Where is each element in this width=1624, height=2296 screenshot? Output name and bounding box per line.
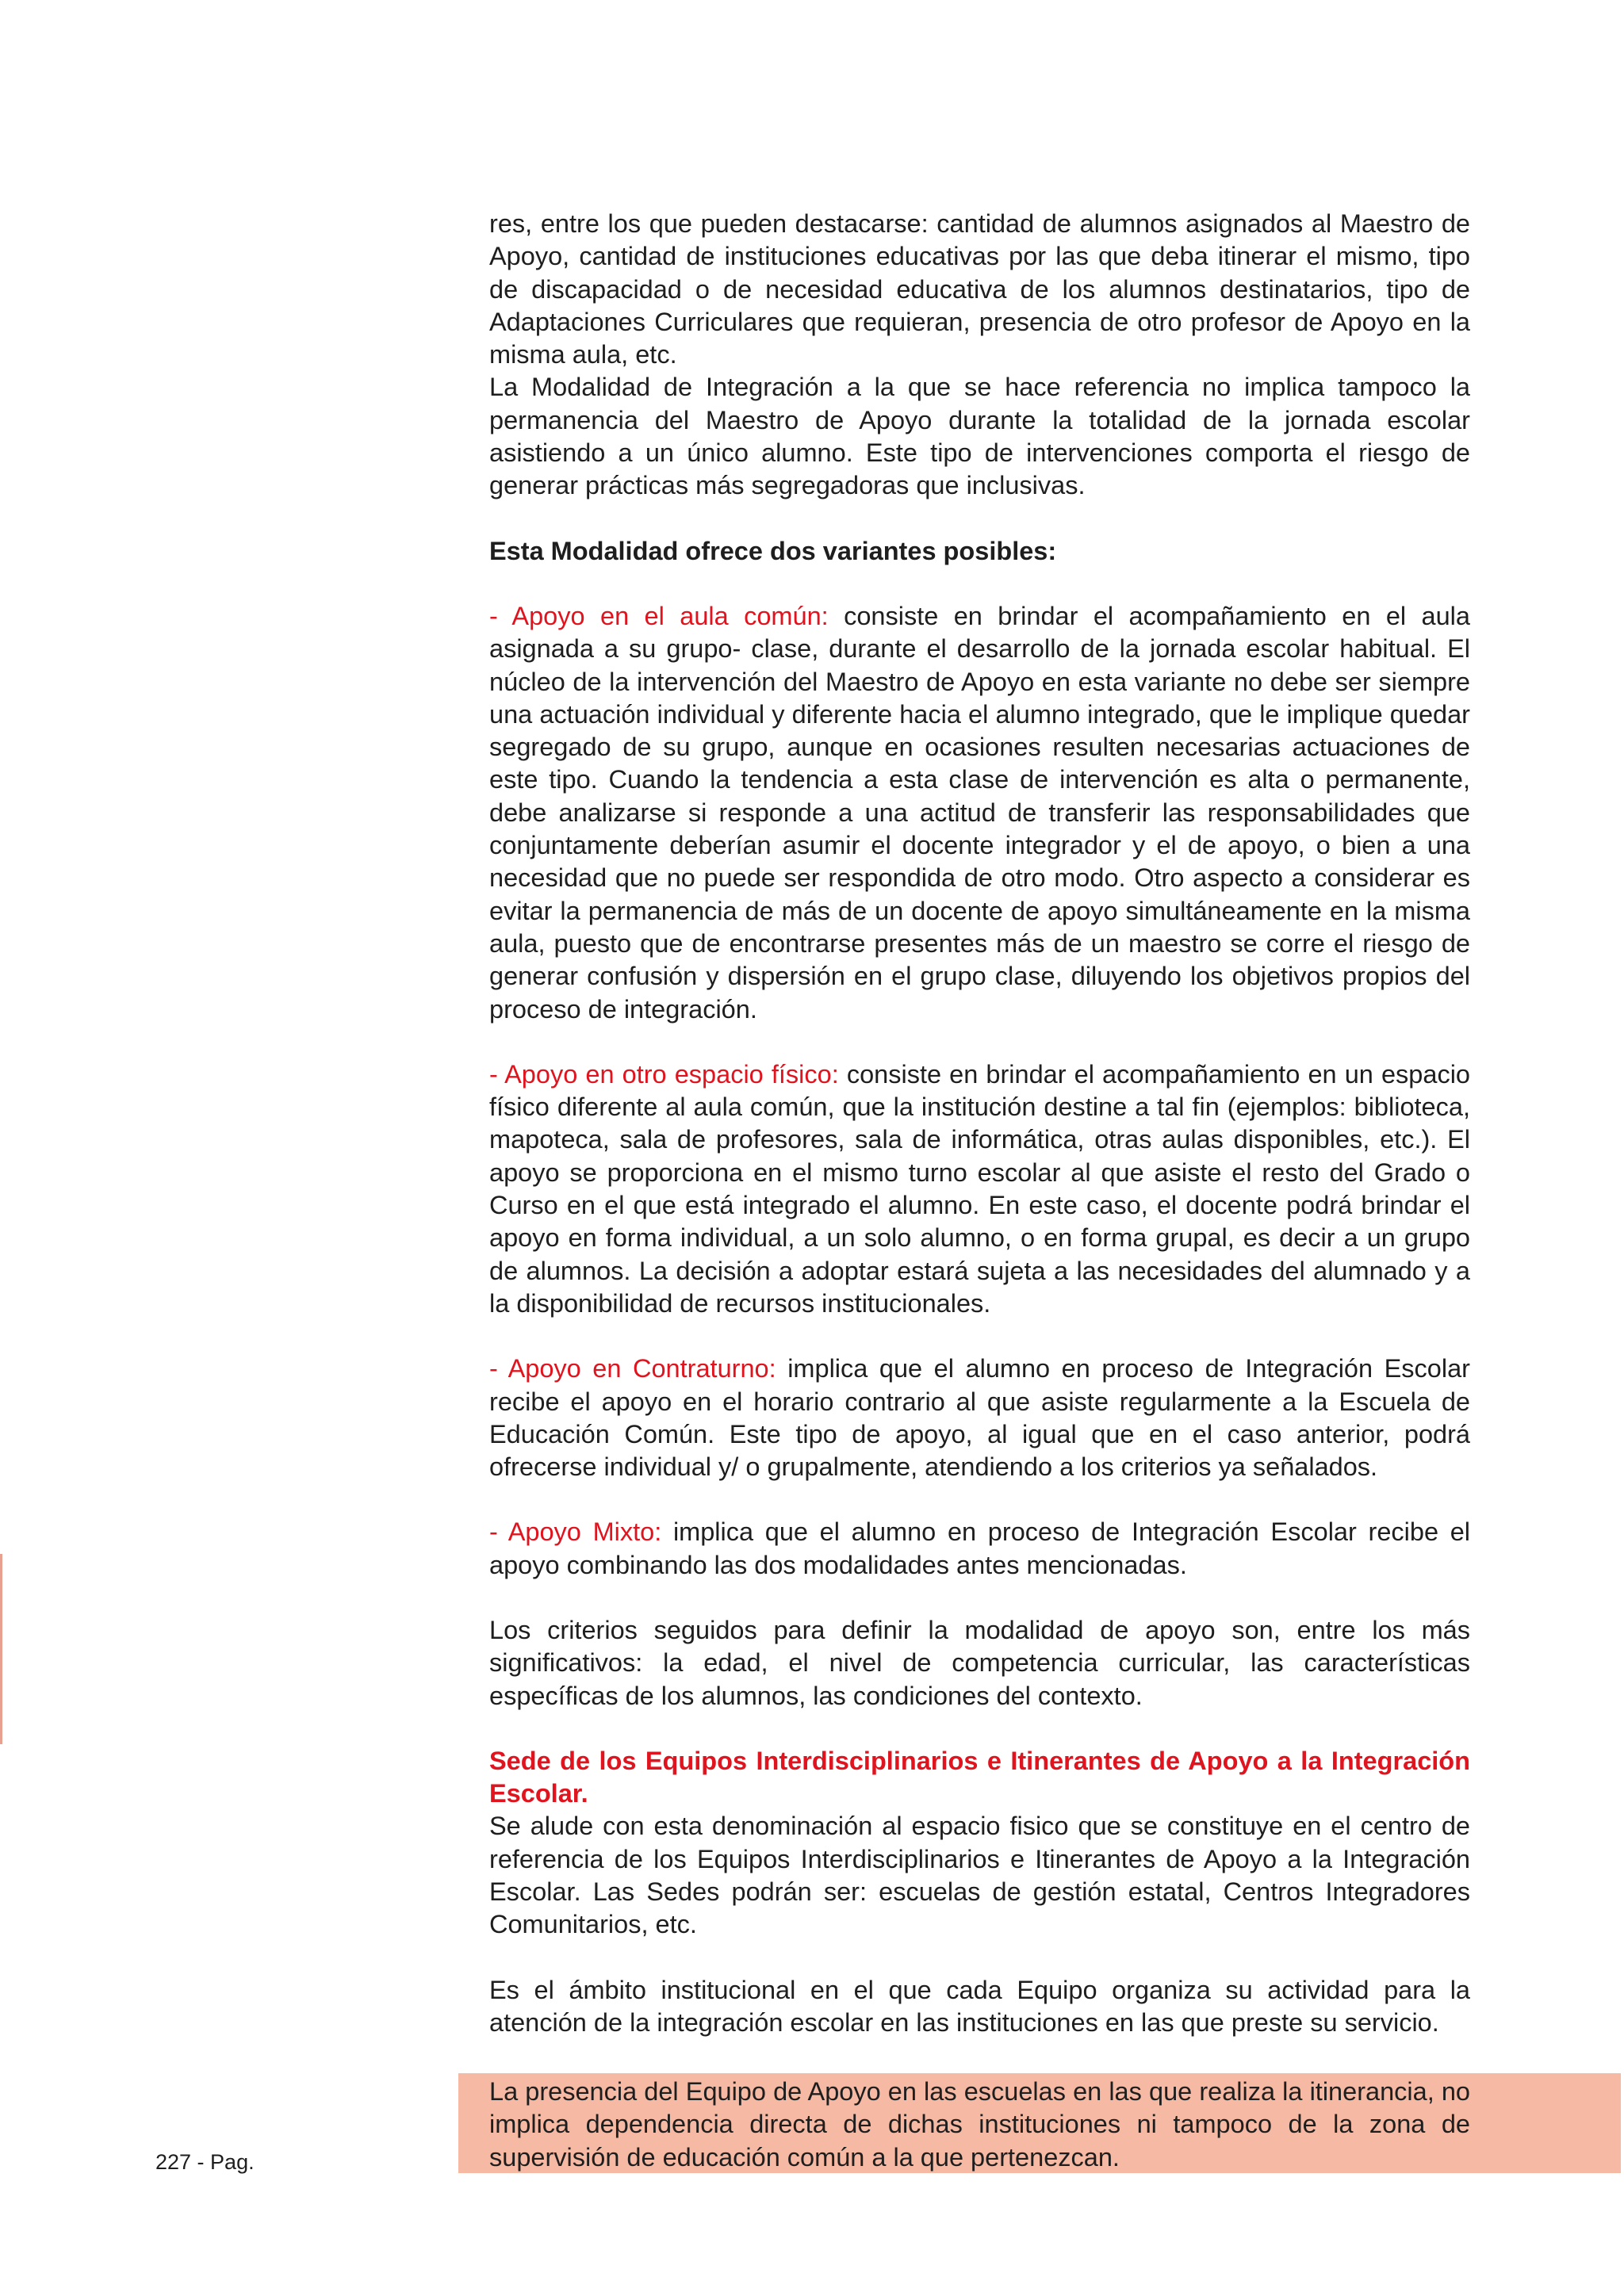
- heading-sede-equipos: Sede de los Equipos Interdisciplinarios e Itinerantes de Apoyo a la Integración Escolar.: [489, 1746, 1470, 1808]
- paragraph-sede-equipos: Se alude con esta denominación al espacio fisico que se constituye en el centro de referencia de los Equipos Interdisciplinarios e Itinerantes de Apoyo a la Integración Escolar. Las Sedes podrán ser: escuelas de gestión estatal, Centros Integradores Comunitarios, etc.: [489, 1812, 1470, 1939]
- paragraph-apoyo-otro-espacio: [489, 1058, 1470, 1320]
- label-apoyo-mixto: - Apoyo Mixto:: [489, 1517, 662, 1547]
- paragraph-criterios: Los criterios seguidos para definir la modalidad de apoyo son, entre los más significativos: la edad, el nivel de competencia curricular, las características específicas de los alumnos, las condiciones del contexto.: [489, 1615, 1470, 1710]
- text-apoyo-mixto: implica que el alumno en proceso de Integración Escolar recibe el apoyo combinando las dos modalidades antes mencionadas.: [489, 1517, 1471, 1579]
- label-apoyo-otro-espacio: - Apoyo en otro espacio físico:: [489, 1059, 839, 1089]
- text-apoyo-otro-espacio: consiste en brindar el acompañamiento en un espacio físico diferente al aula común, que la institución destine a tal fin (ejemplos: biblioteca, mapoteca, sala de profesores, sala de informática, otras aulas disponibles, etc.). El apoyo se proporciona en el mismo turno escolar al que asiste el resto del Grado o Curso en el que está integrado el alumno. En este caso, el docente podrá brindar el apoyo en forma individual, a un solo alumno, o en forma grupal, es decir a un grupo de alumnos. La decisión a adoptar estará sujeta a las necesidades del alumnado y a la disponibilidad de recursos institucionales.: [489, 1059, 1470, 1318]
- text-apoyo-contraturno: implica que el alumno en proceso de Integración Escolar recibe el apoyo en el horario contrario al que asiste regularmente a la Escuela de Educación Común. Este tipo de apoyo, al igual que en el caso anterior, podrá ofrecerse individual y/ o grupalmente, atendiendo a los criterios ya señalados.: [489, 1354, 1470, 1482]
- paragraph-modalidad-integracion: La Modalidad de Integración a la que se hace referencia no implica tampoco la permanencia del Maestro de Apoyo durante la totalidad de la jornada escolar asistiendo a un único alumno. Este tipo de intervenciones comporta el riesgo de generar prácticas más segregadoras que inclusivas.: [489, 373, 1470, 500]
- heading-variantes: Esta Modalidad ofrece dos variantes posibles:: [489, 536, 1057, 565]
- paragraph-criteria-list: res, entre los que pueden destacarse: cantidad de alumnos asignados al Maestro de Apoyo, cantidad de instituciones educativas por las que deba itinerar el mismo, tipo de discapacidad o de necesidad educativa de los alumnos destinatarios, tipo de Adaptaciones Curriculares que requieran, presencia de otro profesor de Apoyo en la misma aula, etc.: [489, 209, 1470, 369]
- label-apoyo-contraturno: - Apoyo en Contraturno:: [489, 1354, 776, 1383]
- text-apoyo-aula-comun: consiste en brindar el acompañamiento en el aula asignada a su grupo- clase, durante el desarrollo de la jornada escolar habitual. El núcleo de la intervención del Maestro de Apoyo en esta variante no debe ser siempre una actuación individual y diferente hacia el alumno integrado, que le implique quedar segregado de su grupo, aunque en ocasiones resulten necesarias actuaciones de este tipo. Cuando la tendencia a esta clase de intervención es alta o permanente, debe analizarse si responde a una actitud de transferir las responsabilidades que conjuntamente deberían asumir el docente integrador y el de apoyo, o bien a una necesidad que no puede ser respondida de otro modo. Otro aspecto a considerar es evitar la permanencia de más de un docente de apoyo simultáneamente en la misma aula, puesto que de encontrarse presentes más de un maestro se corre el riesgo de generar confusión y dispersión en el grupo clase, diluyendo los objetivos propios del proceso de integración.: [489, 601, 1470, 1024]
- callout-text: La presencia del Equipo de Apoyo en las escuelas en las que realiza la itinerancia, no implica dependencia directa de dichas instituciones ni tampoco de la zona de supervisión de educación común a la que pertenezcan.: [489, 2077, 1470, 2172]
- paragraph-ambito-institucional: Es el ámbito institucional en el que cada Equipo organiza su actividad para la atención de la integración escolar en las instituciones en las que preste su servicio.: [489, 1975, 1470, 2037]
- paragraph-apoyo-contraturno: [489, 1353, 1470, 1483]
- body-text: [489, 208, 1470, 2039]
- left-margin-rule: [0, 1554, 2, 1744]
- page-number: 227 - Pag.: [155, 2150, 255, 2174]
- paragraph-apoyo-mixto: [489, 1516, 1470, 1582]
- paragraph-apoyo-aula-comun: [489, 600, 1470, 1026]
- label-apoyo-aula-comun: - Apoyo en el aula común:: [489, 601, 829, 630]
